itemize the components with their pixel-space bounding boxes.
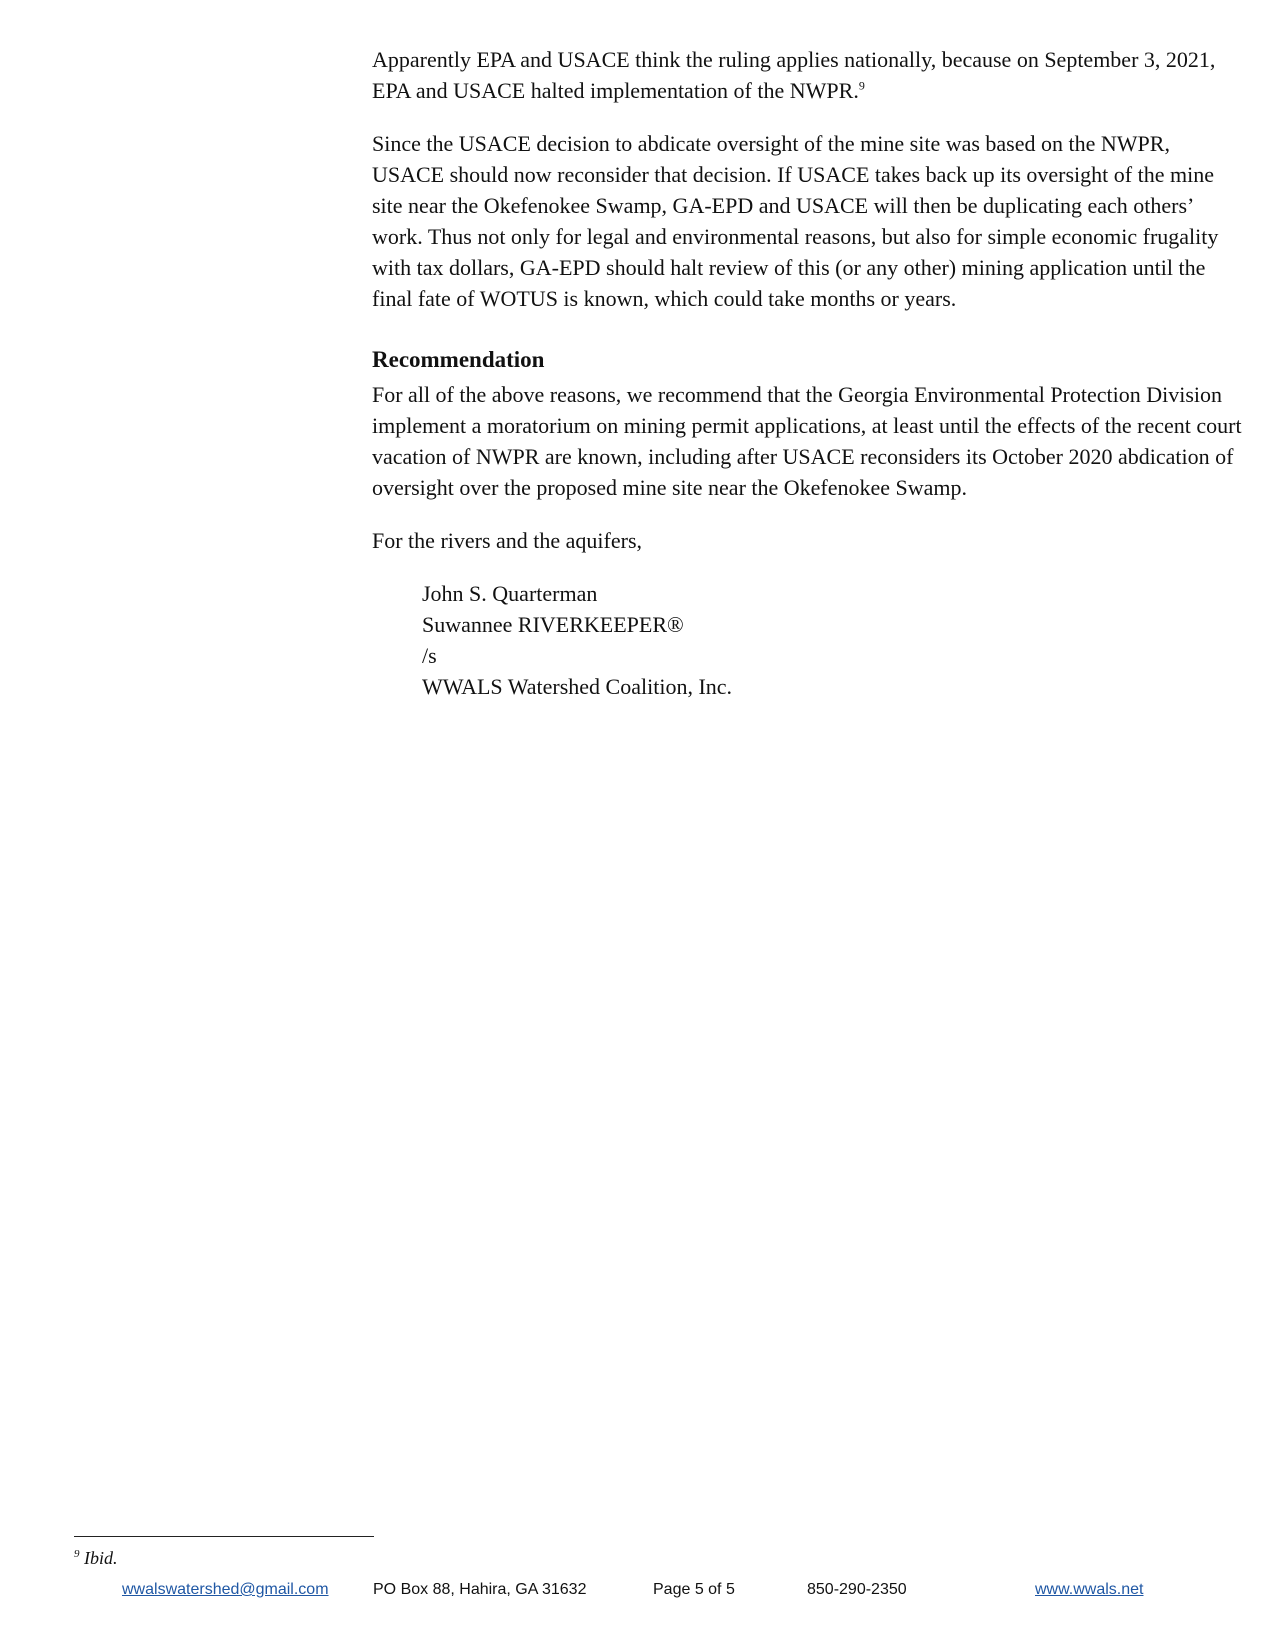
website-link[interactable]: www.wwals.net [1035,1581,1144,1598]
footnote-reference[interactable]: 9 [858,78,865,93]
footer-email [122,1579,329,1601]
document-body [372,44,1244,702]
footnote-number: 9 [74,1548,80,1560]
footer-phone: 850-290-2350 [807,1581,907,1598]
signer-organization: WWALS Watershed Coalition, Inc. [422,674,733,699]
paragraph-text: Apparently EPA and USACE think the ruling applies nationally, because on September 3, 2021, EPA and USACE halted implementation of the NWPR. [372,47,1216,103]
signer-title: Suwannee RIVERKEEPER® [422,612,684,637]
footer-website [1035,1579,1143,1601]
footnote [74,1547,118,1569]
signer-name: John S. Quarterman [422,581,598,606]
closing-line: For the rivers and the aquifers, [372,528,643,553]
footnote-divider [74,1536,374,1537]
email-link[interactable]: wwalswatershed@gmail.com [122,1581,329,1598]
page-footer [0,1579,1275,1603]
footer-page-number: Page 5 of 5 [653,1581,735,1598]
paragraph-usace-reconsider: Since the USACE decision to abdicate oversight of the mine site was based on the NWPR, USACE should now reconsider that decision. If USACE takes back up its oversight of the mine site near the Okefenokee Swamp, GA-EPD and USACE will then be duplicating each others’ work. Thus not only for legal and environmental reasons, but also for simple economic frugality with tax dollars, GA-EPD should halt review of this (or any other) mining application until the final fate of WOTUS is known, which could take months or years. [372,131,1219,311]
paragraph-recommendation: For all of the above reasons, we recommend that the Georgia Environmental Protection Division implement a moratorium on mining permit applications, at least until the effects of the recent court vacation of NWPR are known, including after USACE reconsiders its October 2020 abdication of oversight over the proposed mine site near the Okefenokee Swamp. [372,382,1242,500]
section-heading-recommendation: Recommendation [372,347,545,372]
signature-mark: /s [422,643,437,668]
footer-address: PO Box 88, Hahira, GA 31632 [373,1581,587,1598]
paragraph-epa-usace-ruling [372,44,1244,106]
signature-block [422,578,1244,702]
footnote-text: Ibid. [84,1548,118,1568]
